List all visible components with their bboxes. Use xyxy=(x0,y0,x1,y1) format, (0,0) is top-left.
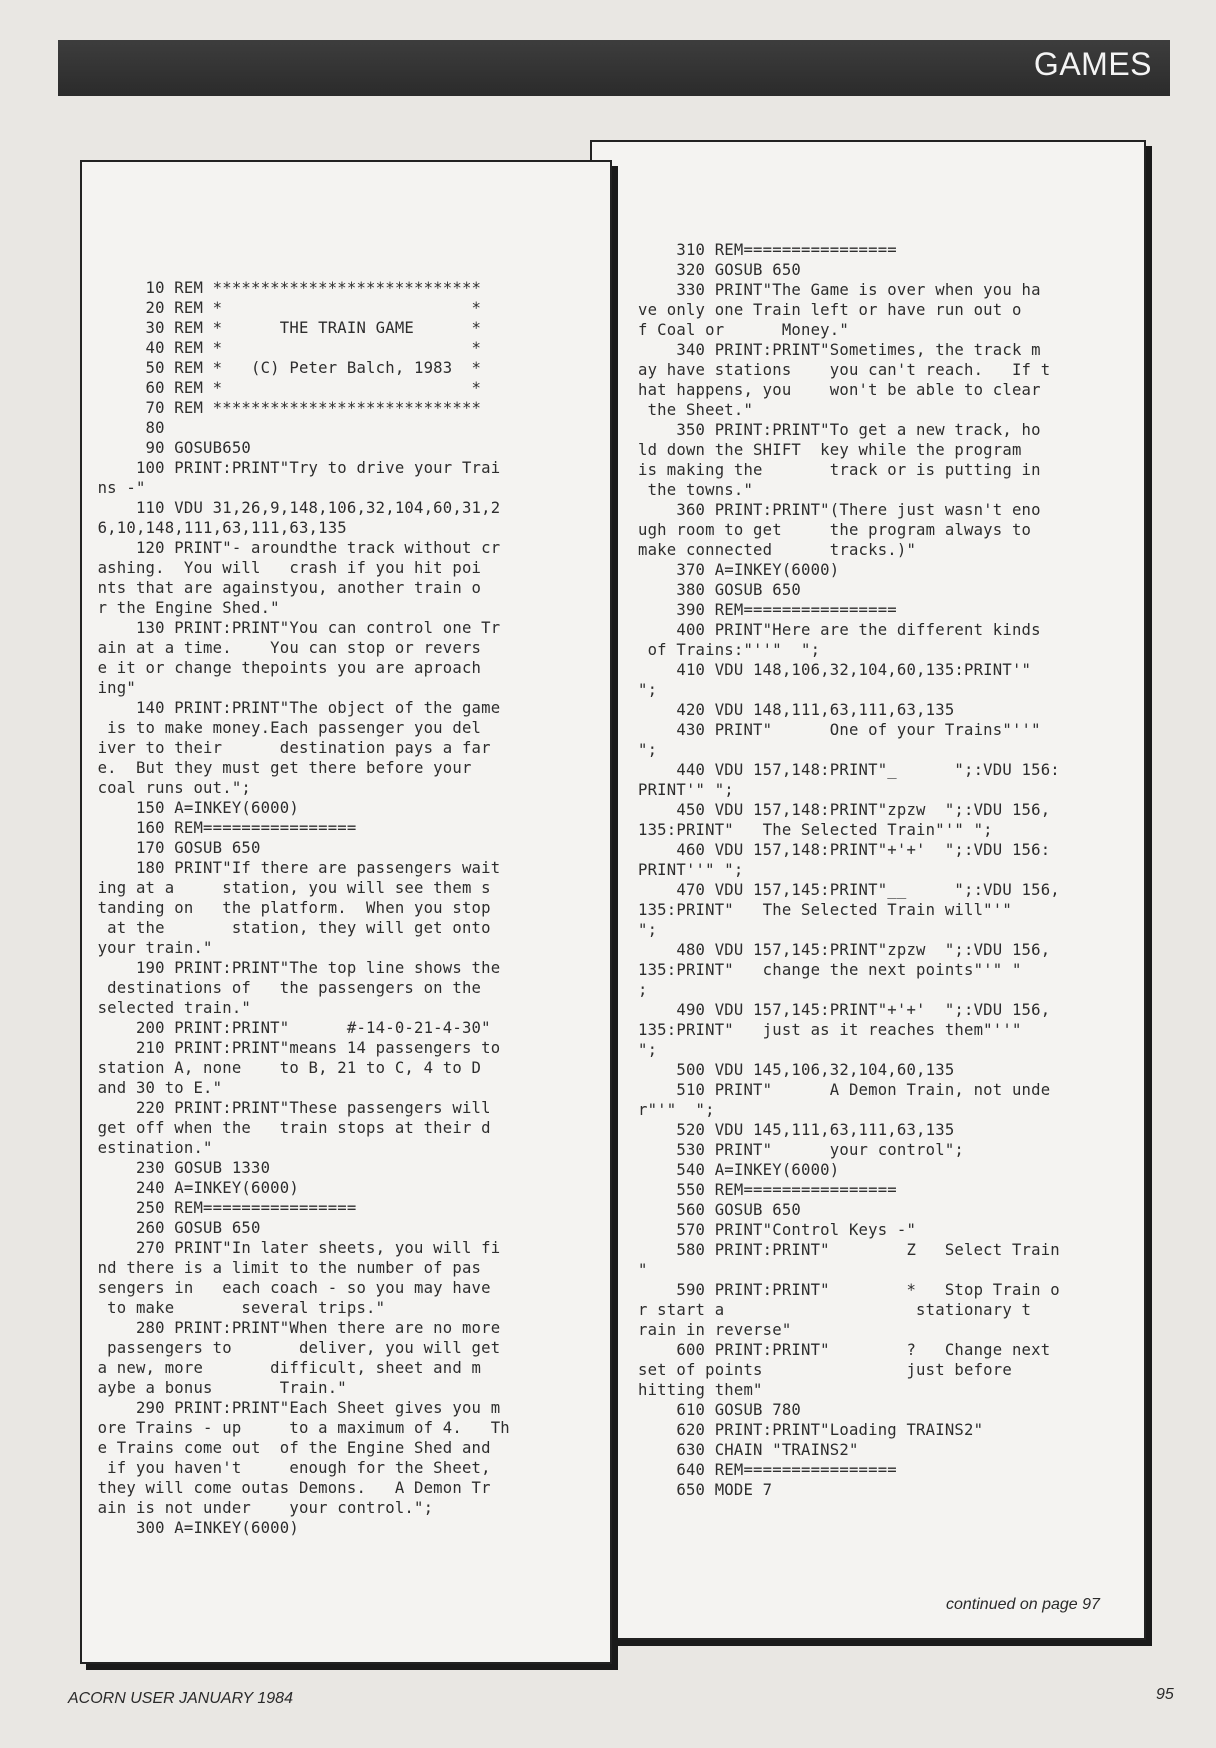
listing-line: 630 CHAIN "TRAINS2" xyxy=(638,1441,859,1459)
listing-line: and 30 to E." xyxy=(88,1079,223,1097)
listing-line: "; xyxy=(638,681,658,699)
listing-line: 110 VDU 31,26,9,148,106,32,104,60,31,2 xyxy=(88,499,501,517)
listing-line: rain in reverse" xyxy=(638,1321,792,1339)
listing-line: tanding on the platform. When you stop xyxy=(88,899,491,917)
listing-line: ns -" xyxy=(88,479,146,497)
listing-line: station A, none to B, 21 to C, 4 to D xyxy=(88,1059,482,1077)
listing-line: destinations of the passengers on the xyxy=(88,979,482,997)
listing-line: 130 PRINT:PRINT"You can control one Tr xyxy=(88,619,501,637)
listing-line: 530 PRINT" your control"; xyxy=(638,1141,964,1159)
listing-line: 80 xyxy=(88,419,165,437)
listing-line: 480 VDU 157,145:PRINT"zpzw ";:VDU 156, xyxy=(638,941,1051,959)
listing-line: 350 PRINT:PRINT"To get a new track, ho xyxy=(638,421,1041,439)
listing-line: 170 GOSUB 650 xyxy=(88,839,261,857)
listing-line: 300 A=INKEY(6000) xyxy=(88,1519,299,1537)
listing-line: 250 REM================ xyxy=(88,1199,357,1217)
listing-line: coal runs out."; xyxy=(88,779,251,797)
listing-line: 140 PRINT:PRINT"The object of the game xyxy=(88,699,501,717)
listing-line: 100 PRINT:PRINT"Try to drive your Trai xyxy=(88,459,501,477)
listing-line: r the Engine Shed." xyxy=(88,599,280,617)
listing-line: at the station, they will get onto xyxy=(88,919,491,937)
listing-line: 440 VDU 157,148:PRINT"_ ";:VDU 156: xyxy=(638,761,1060,779)
listing-line: 520 VDU 145,111,63,111,63,135 xyxy=(638,1121,955,1139)
listing-line: 400 PRINT"Here are the different kinds xyxy=(638,621,1041,639)
listing-line: is to make money.Each passenger you del xyxy=(88,719,482,737)
listing-line: the towns." xyxy=(638,481,754,499)
listing-line: 150 A=INKEY(6000) xyxy=(88,799,299,817)
listing-line: 560 GOSUB 650 xyxy=(638,1201,801,1219)
listing-line: 220 PRINT:PRINT"These passengers will xyxy=(88,1099,491,1117)
listing-line: hat happens, you won't be able to clear xyxy=(638,381,1041,399)
listing-line: ay have stations you can't reach. If t xyxy=(638,361,1051,379)
listing-line: 135:PRINT" just as it reaches them"''" xyxy=(638,1021,1022,1039)
listing-line: nts that are againstyou, another train o xyxy=(88,579,482,597)
listing-line: 590 PRINT:PRINT" * Stop Train o xyxy=(638,1281,1060,1299)
listing-line: f Coal or Money." xyxy=(638,321,849,339)
listing-line: 70 REM **************************** xyxy=(88,399,482,417)
listing-line: 420 VDU 148,111,63,111,63,135 xyxy=(638,701,955,719)
listing-line: 260 GOSUB 650 xyxy=(88,1219,261,1237)
listing-line: 600 PRINT:PRINT" ? Change next xyxy=(638,1341,1051,1359)
listing-line: is making the track or is putting in xyxy=(638,461,1041,479)
listing-line: if you haven't enough for the Sheet, xyxy=(88,1459,491,1477)
listing-line: your train." xyxy=(88,939,213,957)
listing-line: 460 VDU 157,148:PRINT"+'+' ";:VDU 156: xyxy=(638,841,1051,859)
listing-line: aybe a bonus Train." xyxy=(88,1379,347,1397)
listing-line: 540 A=INKEY(6000) xyxy=(638,1161,840,1179)
listing-line: nd there is a limit to the number of pas xyxy=(88,1259,482,1277)
listing-line: 550 REM================ xyxy=(638,1181,897,1199)
listing-line: "; xyxy=(638,921,658,939)
footer-publication: ACORN USER JANUARY 1984 xyxy=(68,1690,293,1707)
listing-line: "; xyxy=(638,1041,658,1059)
listing-line: 180 PRINT"If there are passengers wait xyxy=(88,859,501,877)
listing-line: 270 PRINT"In later sheets, you will fi xyxy=(88,1239,501,1257)
listing-line: 570 PRINT"Control Keys -" xyxy=(638,1221,917,1239)
listing-line: 20 REM * * xyxy=(88,299,482,317)
listing-line: 360 PRINT:PRINT"(There just wasn't eno xyxy=(638,501,1041,519)
listing-line: of Trains:"''" "; xyxy=(638,641,821,659)
listing-line: 430 PRINT" One of your Trains"''" xyxy=(638,721,1041,739)
listing-line: they will come outas Demons. A Demon Tr xyxy=(88,1479,491,1497)
listing-line: a new, more difficult, sheet and m xyxy=(88,1359,482,1377)
listing-line: 280 PRINT:PRINT"When there are no more xyxy=(88,1319,501,1337)
listing-line: 210 PRINT:PRINT"means 14 passengers to xyxy=(88,1039,501,1057)
listing-line: 190 PRINT:PRINT"The top line shows the xyxy=(88,959,501,977)
listing-line: 120 PRINT"- aroundthe track without cr xyxy=(88,539,501,557)
listing-line: 50 REM * (C) Peter Balch, 1983 * xyxy=(88,359,482,377)
listing-line: e Trains come out of the Engine Shed and xyxy=(88,1439,491,1457)
listing-line: 135:PRINT" The Selected Train"'" "; xyxy=(638,821,993,839)
listing-line: PRINT'" "; xyxy=(638,781,734,799)
section-banner xyxy=(58,40,1170,96)
listing-line: 620 PRINT:PRINT"Loading TRAINS2" xyxy=(638,1421,984,1439)
listing-line: hitting them" xyxy=(638,1381,763,1399)
listing-line: sengers in each coach - so you may have xyxy=(88,1279,491,1297)
listing-line: " xyxy=(638,1261,648,1279)
listing-line: 30 REM * THE TRAIN GAME * xyxy=(88,319,482,337)
listing-line: 320 GOSUB 650 xyxy=(638,261,801,279)
listing-line: "; xyxy=(638,741,658,759)
listing-line: 135:PRINT" change the next points"'" " xyxy=(638,961,1022,979)
program-listing-right xyxy=(638,240,1060,1500)
listing-line: 580 PRINT:PRINT" Z Select Train xyxy=(638,1241,1060,1259)
listing-line: r start a stationary t xyxy=(638,1301,1032,1319)
listing-line: 390 REM================ xyxy=(638,601,897,619)
listing-line: 10 REM **************************** xyxy=(88,279,482,297)
listing-line: ld down the SHIFT key while the program xyxy=(638,441,1022,459)
listing-line: passengers to deliver, you will get xyxy=(88,1339,501,1357)
listing-line: 60 REM * * xyxy=(88,379,482,397)
listing-line: iver to their destination pays a far xyxy=(88,739,491,757)
listing-line: ashing. You will crash if you hit poi xyxy=(88,559,482,577)
listing-line: 650 MODE 7 xyxy=(638,1481,773,1499)
listing-line: estination." xyxy=(88,1139,213,1157)
listing-line: 500 VDU 145,106,32,104,60,135 xyxy=(638,1061,955,1079)
listing-line: the Sheet." xyxy=(638,401,754,419)
listing-line: 160 REM================ xyxy=(88,819,357,837)
listing-line: PRINT''" "; xyxy=(638,861,744,879)
listing-line: set of points just before xyxy=(638,1361,1012,1379)
listing-line: 230 GOSUB 1330 xyxy=(88,1159,271,1177)
listing-line: e. But they must get there before your xyxy=(88,759,472,777)
listing-line: ain is not under your control."; xyxy=(88,1499,434,1517)
listing-line: ugh room to get the program always to xyxy=(638,521,1032,539)
listing-line: ore Trains - up to a maximum of 4. Th xyxy=(88,1419,510,1437)
listing-line: 310 REM================ xyxy=(638,241,897,259)
listing-line: get off when the train stops at their d xyxy=(88,1119,491,1137)
listing-line: selected train." xyxy=(88,999,251,1017)
listing-line: 510 PRINT" A Demon Train, not unde xyxy=(638,1081,1051,1099)
listing-line: 640 REM================ xyxy=(638,1461,897,1479)
listing-line: ing at a station, you will see them s xyxy=(88,879,491,897)
listing-line: ; xyxy=(638,981,648,999)
listing-line: 240 A=INKEY(6000) xyxy=(88,1179,299,1197)
listing-line: 610 GOSUB 780 xyxy=(638,1401,801,1419)
listing-line: 490 VDU 157,145:PRINT"+'+' ";:VDU 156, xyxy=(638,1001,1051,1019)
listing-line: ing" xyxy=(88,679,136,697)
listing-line: 200 PRINT:PRINT" #-14-0-21-4-30" xyxy=(88,1019,491,1037)
listing-line: 450 VDU 157,148:PRINT"zpzw ";:VDU 156, xyxy=(638,801,1051,819)
listing-line: r"'" "; xyxy=(638,1101,715,1119)
listing-line: to make several trips." xyxy=(88,1299,386,1317)
listing-line: 370 A=INKEY(6000) xyxy=(638,561,840,579)
continued-note: continued on page 97 xyxy=(946,1596,1100,1613)
listing-line: 90 GOSUB650 xyxy=(88,439,251,457)
listing-line: 290 PRINT:PRINT"Each Sheet gives you m xyxy=(88,1399,501,1417)
section-title: GAMES xyxy=(1033,46,1152,82)
listing-line: ain at a time. You can stop or revers xyxy=(88,639,482,657)
listing-line: 340 PRINT:PRINT"Sometimes, the track m xyxy=(638,341,1041,359)
listing-line: 135:PRINT" The Selected Train will"'" xyxy=(638,901,1012,919)
listing-line: e it or change thepoints you are aproach xyxy=(88,659,482,677)
listing-line: ve only one Train left or have run out o xyxy=(638,301,1022,319)
listing-line: 330 PRINT"The Game is over when you ha xyxy=(638,281,1041,299)
listing-line: 6,10,148,111,63,111,63,135 xyxy=(88,519,347,537)
footer-page-number: 95 xyxy=(1156,1686,1174,1703)
listing-line: 40 REM * * xyxy=(88,339,482,357)
listing-line: 380 GOSUB 650 xyxy=(638,581,801,599)
listing-line: make connected tracks.)" xyxy=(638,541,917,559)
program-listing-left xyxy=(88,278,510,1538)
listing-line: 410 VDU 148,106,32,104,60,135:PRINT'" xyxy=(638,661,1032,679)
listing-line: 470 VDU 157,145:PRINT"__ ";:VDU 156, xyxy=(638,881,1060,899)
